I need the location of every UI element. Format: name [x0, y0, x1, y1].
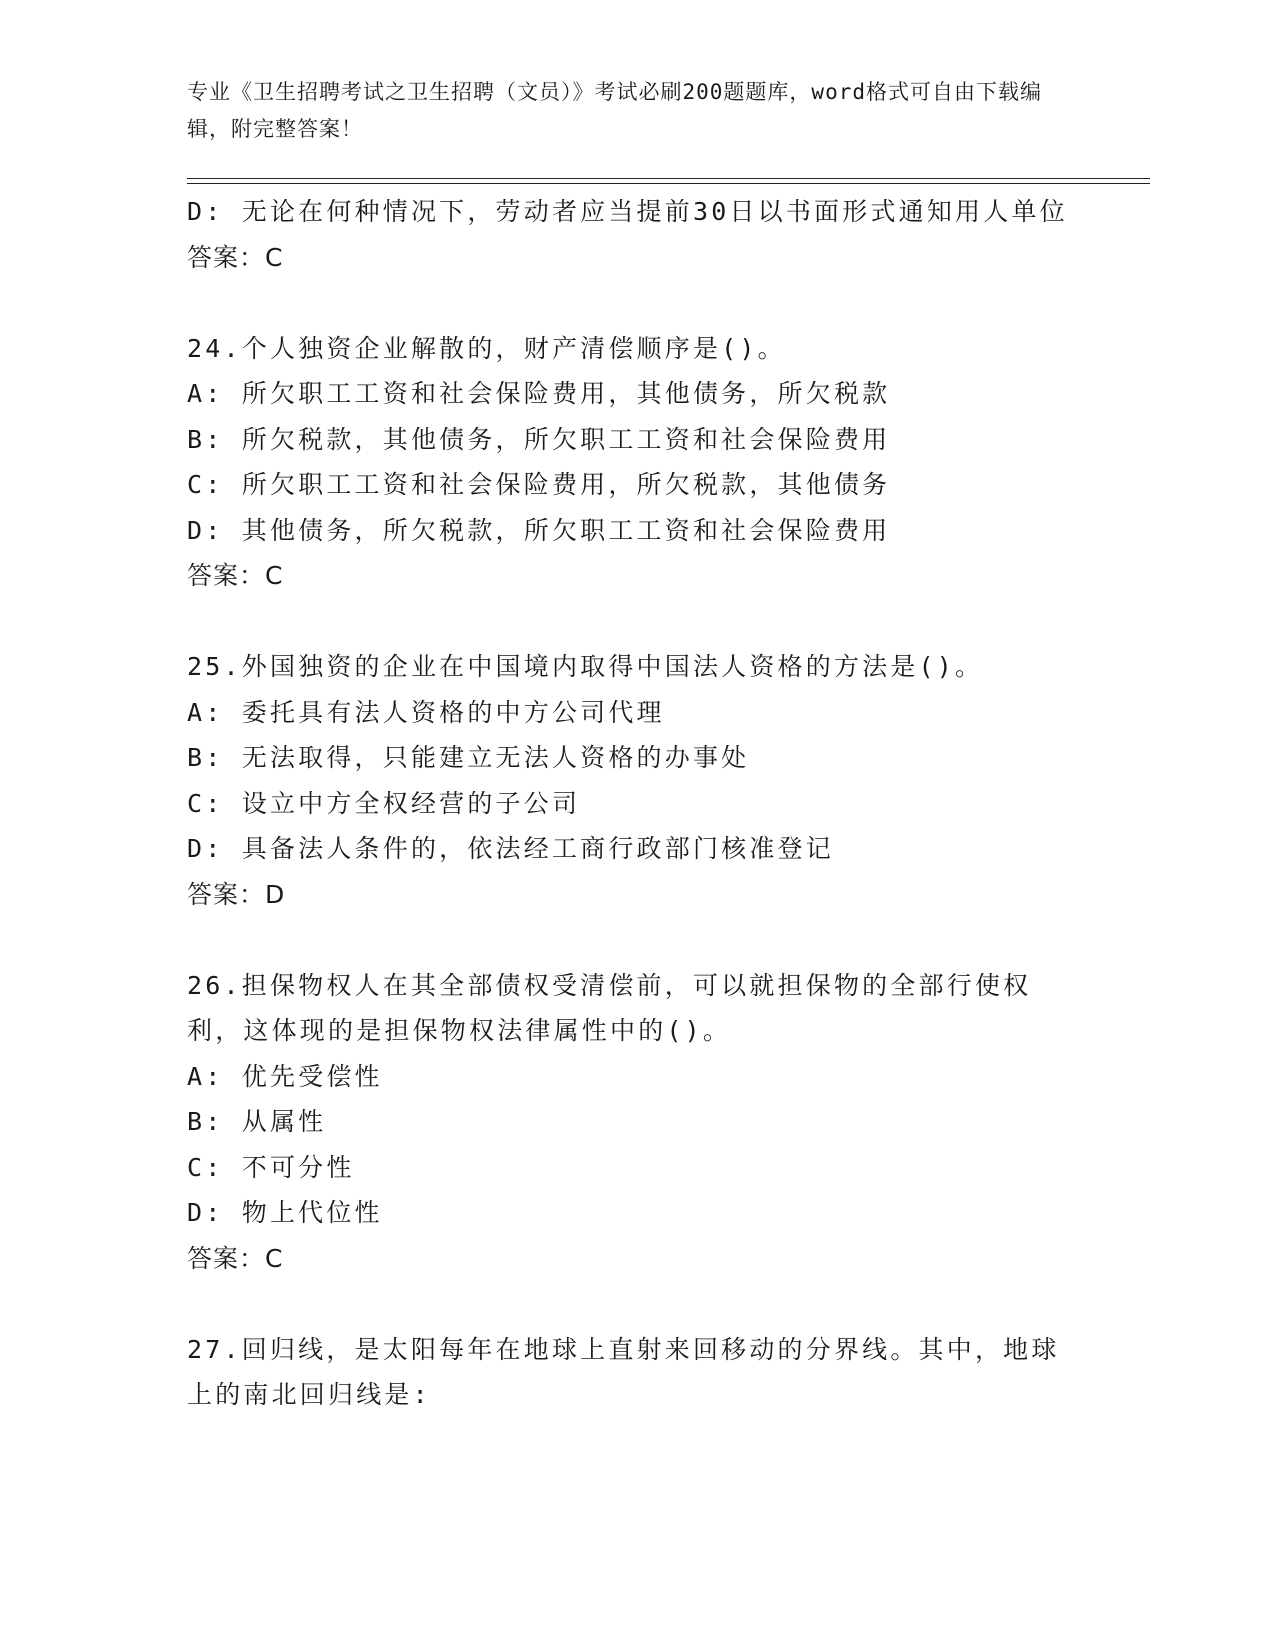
header-divider-bottom [187, 183, 1150, 184]
option-a: A: 所欠职工工资和社会保险费用，其他债务，所欠税款 [187, 379, 891, 408]
question-26 [187, 963, 1087, 1282]
option-c: C: 所欠职工工资和社会保险费用，所欠税款，其他债务 [187, 470, 891, 499]
option-b: B: 无法取得，只能建立无法人资格的办事处 [187, 743, 750, 772]
option-a: A: 委托具有法人资格的中方公司代理 [187, 697, 665, 727]
option-c: C: 设立中方全权经营的子公司 [187, 788, 581, 818]
question-25 [187, 644, 1087, 917]
question-stem: 26.担保物权人在其全部债权受清偿前，可以就担保物的全部行使权利，这体现的是担保物权法律属性中的()。 [187, 970, 1032, 1045]
spacer [187, 917, 1087, 963]
answer: 答案：C [187, 1243, 284, 1273]
option-d: D: 无论在何种情况下，劳动者应当提前30日以书面形式通知用人单位 [187, 197, 1068, 226]
answer: 答案：C [187, 561, 284, 590]
option-a: A: 优先受偿性 [187, 1061, 383, 1091]
question-stem: 25.外国独资的企业在中国境内取得中国法人资格的方法是()。 [187, 652, 984, 681]
header-divider-top [187, 178, 1150, 179]
document-header: 专业《卫生招聘考试之卫生招聘（文员）》考试必刷200题题库，word格式可自由下载编辑，附完整答案！ [187, 80, 1042, 141]
option-d: D: 物上代位性 [187, 1198, 383, 1227]
spacer [187, 1281, 1087, 1327]
question-stem: 27.回归线，是太阳每年在地球上直射来回移动的分界线。其中，地球上的南北回归线是: [187, 1334, 1060, 1409]
spacer [187, 280, 1087, 326]
answer: 答案：D [187, 879, 286, 909]
option-c: C: 不可分性 [187, 1152, 355, 1182]
answer: 答案：C [187, 242, 284, 272]
option-d: D: 其他债务，所欠税款，所欠职工工资和社会保险费用 [187, 515, 891, 545]
spacer [187, 599, 1087, 645]
option-b: B: 所欠税款，其他债务，所欠职工工资和社会保险费用 [187, 424, 891, 454]
option-d: D: 具备法人条件的，依法经工商行政部门核准登记 [187, 834, 834, 863]
question-23-tail [187, 189, 1087, 280]
document-body [187, 189, 1087, 1418]
question-24 [187, 326, 1087, 599]
question-stem: 24.个人独资企业解散的，财产清偿顺序是()。 [187, 333, 786, 363]
option-b: B: 从属性 [187, 1107, 327, 1136]
question-27 [187, 1327, 1087, 1418]
